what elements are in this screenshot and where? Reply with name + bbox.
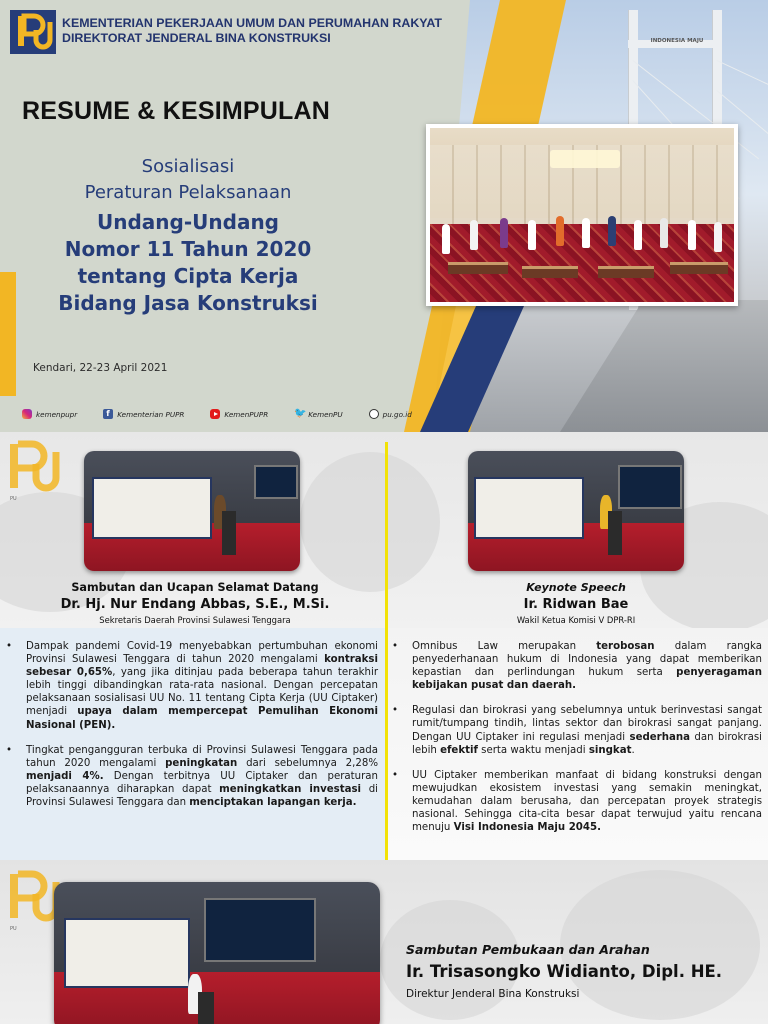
organization-name (62, 16, 442, 46)
attendee (442, 224, 450, 254)
subtitle-line: Undang-Undang (97, 210, 279, 234)
subtitle-line: Peraturan Pelaksanaan (84, 182, 292, 203)
attendee (528, 220, 536, 250)
tree-watermark (380, 900, 520, 1020)
subtitle-line: tentang Cipta Kerja (77, 264, 299, 288)
ceiling-light (550, 150, 620, 168)
bullet-emphasis: Visi Indonesia Maju 2045. (453, 822, 601, 834)
video-screen (254, 465, 298, 499)
speaker-role: Sambutan Pembukaan dan Arahan (406, 942, 650, 957)
event-backdrop (92, 477, 212, 539)
podium (198, 992, 214, 1024)
bullet-emphasis: singkat (588, 744, 632, 756)
director-photo (54, 882, 380, 1024)
bullet-text: Dampak pandemi Covid-19 menyebabkan pertumbuhan ekonomi Provinsi Sulawesi Tenggara di tahun 2020 mengalami (26, 641, 378, 666)
bullet-item (6, 640, 378, 732)
subtitle-line: Bidang Jasa Konstruksi (58, 291, 318, 315)
bullet-item (392, 704, 762, 756)
bullet-text: . (631, 744, 635, 756)
event-backdrop (64, 918, 190, 988)
social-label: pu.go.id (382, 409, 412, 419)
attendee (688, 220, 696, 250)
web-icon (369, 409, 379, 419)
speaker-name: Ir. Ridwan Bae (523, 597, 629, 612)
facebook-icon (103, 409, 113, 419)
speaker-photo-left (84, 451, 300, 571)
bullet-text: Omnibus Law merupakan (412, 641, 597, 652)
instagram-icon (22, 409, 32, 419)
bullet-emphasis: upaya dalam mempercepat Pemulihan Ekonomi Nasional (PEN). (26, 706, 378, 731)
bullet-text: dari sebelumnya 2,28% (237, 757, 379, 769)
round-table (448, 262, 508, 274)
summary-bullets-left (6, 640, 378, 821)
tree-watermark (300, 452, 440, 592)
bullet-text: Regulasi dan birokrasi yang sebelumnya untuk berinvestasi sangat rumit/tumpang tindih, lintas sektor dan birokrasi sangat panjang. Dengan UU Ciptaker ini regulasi menjadi (412, 705, 762, 743)
social-label: kemenpupr (36, 409, 78, 419)
bullet-text: Tingkat pengangguran terbuka di Provinsi Sulawesi Tenggara pada tahun 2020 mengalami (26, 744, 378, 769)
attendee (634, 220, 642, 250)
bullet-emphasis: terobosan (596, 641, 655, 652)
youtube-icon (210, 409, 220, 419)
round-table (598, 266, 654, 278)
video-screen (618, 465, 682, 509)
speaker-role: Keynote Speech (526, 581, 626, 594)
directorate-name: DIREKTORAT JENDERAL BINA KONSTRUKSI (62, 31, 331, 45)
speaker-position: Sekretaris Daerah Provinsi Sulawesi Tenggara (99, 615, 291, 625)
svg-text:PU: PU (10, 926, 17, 932)
social-website[interactable] (369, 409, 412, 419)
column-divider (385, 442, 388, 860)
pupr-logo-icon (10, 10, 56, 54)
speaker-name: Ir. Trisasongko Widianto, Dipl. HE. (406, 962, 723, 981)
speaker-position: Wakil Ketua Komisi V DPR-RI (516, 615, 636, 625)
twitter-icon: 🐦 (294, 408, 307, 419)
bullet-text: , yang jika ditinjau pada beberapa tahun terakhir lebih tinggi dibandingkan rata-rata nasional. Dengan percepatan pelaksanaan sosialisasi UU No. 11 tentang Cipta Kerja (UU Ciptaker) menjadi (26, 667, 379, 718)
bullet-emphasis: meningkatkan investasi (219, 783, 362, 795)
social-instagram[interactable] (22, 409, 77, 419)
social-media-bar (22, 405, 412, 423)
attendee (582, 218, 590, 248)
social-youtube[interactable] (210, 409, 268, 419)
attendee (660, 218, 668, 248)
pupr-logo-icon (6, 440, 64, 510)
ministry-name: KEMENTERIAN PEKERJAAN UMUM DAN PERUMAHAN RAKYAT (62, 16, 442, 30)
social-facebook[interactable] (103, 409, 184, 419)
bullet-emphasis: sederhana (629, 731, 690, 743)
bullet-text: dalam rangka penyederhanaan hukum di Indonesia yang dapat memberikan kepastian dan perlindungan hukum serta (412, 641, 762, 679)
bullet-item (6, 744, 378, 809)
subtitle-line: Nomor 11 Tahun 2020 (64, 237, 312, 261)
round-table (522, 266, 578, 278)
social-label: Kementerian PUPR (117, 409, 185, 419)
attendee (470, 220, 478, 250)
event-place-date: Kendari, 22-23 April 2021 (33, 362, 168, 374)
summary-bullets-right (392, 640, 762, 846)
bullet-emphasis: penyeragaman kebijakan pusat dan daerah. (412, 667, 762, 692)
video-screen (204, 898, 316, 962)
speaker-position: Direktur Jenderal Bina Konstruksi (406, 988, 580, 1000)
round-table (670, 262, 728, 274)
social-label: KemenPUPR (224, 409, 269, 419)
social-label: KemenPU (308, 409, 343, 419)
speaker-role: Sambutan dan Ucapan Selamat Datang (71, 581, 319, 594)
subtitle-line: Sosialisasi (141, 156, 235, 177)
bullet-text: dan birokrasi lebih (412, 731, 762, 756)
bullet-text: serta waktu menjadi (477, 744, 589, 756)
bridge-sign: INDONESIA MAJU (650, 38, 704, 44)
podium (222, 511, 236, 555)
attendee (556, 216, 564, 246)
bullet-text: Dengan terbitnya UU Ciptaker dan peraturan pelaksanaannya diharapkan dapat (26, 770, 378, 795)
social-twitter[interactable] (294, 409, 342, 419)
bullet-text: UU Ciptaker memberikan manfaat di bidang konstruksi dengan mewujudkan ekosistem investasi yang semakin meningkat, kemudahan dalam berusaha, dan percepatan proyek strategis nasional. Sehingga cita-cita besar dapat terwujud yaitu rencana menuju (412, 769, 762, 834)
page-title: RESUME & KESIMPULAN (22, 97, 330, 125)
attendee (608, 216, 616, 246)
bullet-emphasis: peningkatan (165, 757, 238, 769)
speaker-photo-right (468, 451, 684, 571)
bullet-text: di Provinsi Sulawesi Tenggara dan (26, 783, 379, 809)
bullet-item (392, 769, 762, 834)
bullet-emphasis: kontraksi sebesar 0,65% (26, 654, 378, 679)
bullet-emphasis: menjadi 4%. (26, 770, 104, 782)
podium (608, 511, 622, 555)
speaker-name: Dr. Hj. Nur Endang Abbas, S.E., M.Si. (60, 597, 330, 612)
bullet-emphasis: menciptakan lapangan kerja. (189, 797, 357, 809)
attendee (714, 222, 722, 252)
bullet-emphasis: efektif (440, 744, 478, 756)
attendee (500, 218, 508, 248)
event-backdrop (474, 477, 584, 539)
event-hall-photo (426, 124, 738, 306)
bullet-item (392, 640, 762, 692)
svg-text:PU: PU (10, 496, 17, 502)
